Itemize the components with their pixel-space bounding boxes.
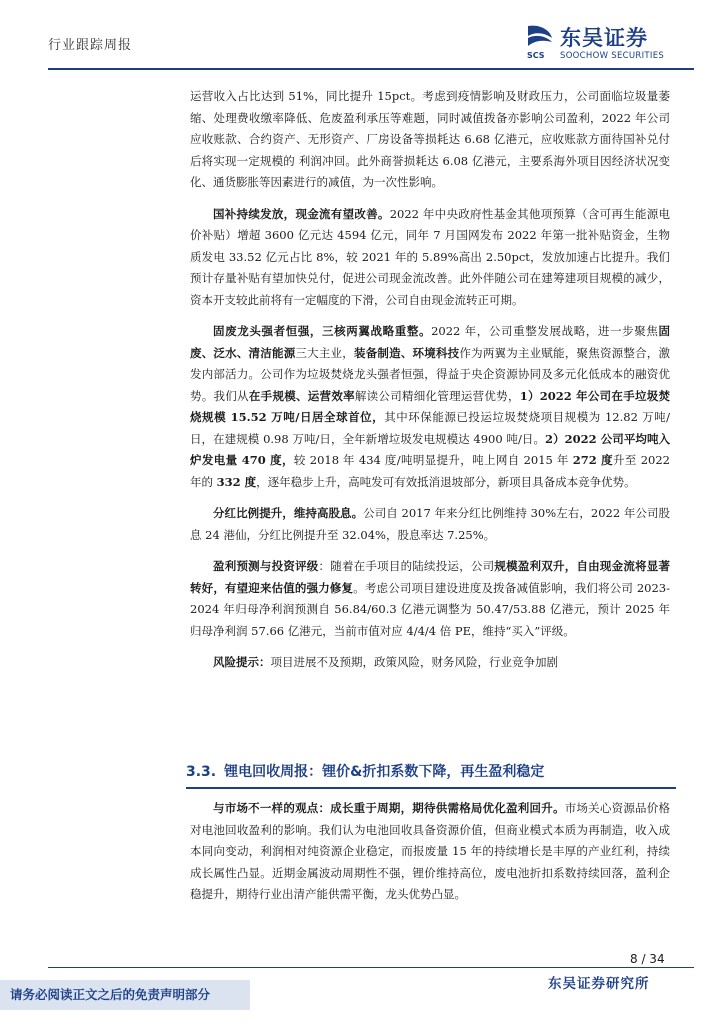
institute-name: 东吴证券研究所 — [548, 976, 650, 992]
bold-text-run: 风险提示： — [213, 655, 271, 669]
text-run: 解读公司精细化管理运营优势， — [354, 388, 520, 403]
text-run: 其中环保能源已投运垃圾焚烧项目规模为 12.82 万吨/日，在建规模 0.98 万吨/日，全年新增垃圾发电规模达 4900 吨/日。 — [190, 410, 671, 446]
bold-text-run: 在手规模、运营效率 — [248, 388, 355, 403]
text-run: ，逐年稳步上升，高吨发可有效抵消退坡部分，新项目具备成本竞争优势。 — [256, 474, 636, 489]
company-logo — [526, 22, 696, 66]
text-run: ：随着在手项目的陆续投运，公司 — [318, 559, 495, 573]
text-run: 三大主业， — [295, 345, 354, 360]
logo-mark-icon — [526, 24, 554, 60]
bold-text-run: 国补持续发放，现金流有望改善。 — [213, 206, 390, 221]
bold-text-run: 固废龙头强者恒强，三核两翼战略重整。 — [213, 324, 432, 338]
bold-text-run: 1）2022 年公司在手垃圾焚烧规模 15.52 万吨/日居全球首位， — [190, 388, 671, 424]
section-heading — [186, 757, 676, 789]
paragraph-leader-strategy — [190, 321, 670, 493]
footer-divider — [48, 967, 694, 968]
paragraph-revenue-impairment — [190, 86, 670, 194]
logo-chinese-name: 东吴证券 — [560, 26, 648, 50]
main-content — [190, 86, 670, 684]
bold-text-run: 与市场不一样的观点：成长重于周期，期待供需格局优化盈利回升。 — [213, 801, 565, 815]
paragraph-different-view — [190, 798, 670, 906]
text-run: 。考虑公司项目建设进度及拨备减值影响，我们将公司 2023-2024 年归母净利润预测自 56.84/60.3 亿港元调整为 50.47/53.88 亿港元，预计 2025 年归母净利润 57.66 亿港元，当前市值对应 4/4/4 倍 PE，维持“买入”评级。 — [190, 580, 671, 638]
bold-text-run: 规模盈利双升，自由现金流将显著转好，有望迎来估值的强力修复 — [190, 559, 671, 595]
report-type-label: 行业跟踪周报 — [48, 38, 133, 53]
page-number: 8 / 34 — [630, 952, 665, 966]
text-run: 2022 年中央政府性基金其他项预算（含可再生能源电价补贴）增超 3600 亿元达 4594 亿元，同年 7 月国网发布 2022 年第一批补贴资金，生物质发电 33.52 亿元占比 8%，较 2021 年的 5.89%高出 2.50pct，发放加速占比提升。我们预计存量补贴有望加快兑付，促进公司现金流改善。此外伴随公司在建筹建项目规模的减少，资本开支较此前将有一定幅度的下滑，公司自由现金流转正可期。 — [190, 206, 671, 307]
bold-text-run: 固废、泛水、清洁能源 — [190, 324, 671, 360]
bold-text-run: 272 度 — [572, 453, 613, 467]
paragraph-risk — [190, 652, 670, 674]
bold-text-run: 装备制造、环境科技 — [353, 345, 460, 360]
header-divider — [48, 68, 694, 70]
text-run: 较 2018 年 434 度/吨明显提升，吨上网自 2015 年 — [293, 453, 573, 467]
logo-english-name: SOOCHOW SECURITIES — [560, 51, 665, 61]
paragraph-subsidy-cashflow — [190, 204, 670, 312]
disclaimer-notice: 请务必阅读正文之后的免责声明部分 — [0, 980, 250, 1010]
bold-text-run: 分红比例提升，维持高股息。 — [213, 506, 364, 520]
section-number: 3.3. — [186, 764, 217, 780]
logo-mark-text: SCS — [527, 51, 545, 60]
section-title-text: 锂电回收周报：锂价&折扣系数下降，再生盈利稳定 — [224, 764, 545, 780]
text-run: 升至 2022 年的 — [190, 453, 671, 489]
text-run: 项目进展不及预期，政策风险，财务风险，行业竞争加剧 — [270, 655, 558, 669]
text-run: 运营收入占比达到 51%，同比提升 15pct。考虑到疫情影响及财政压力，公司面临垃圾量萎缩、处理费收缴率降低、危废盈利承压等难题，同时减值拨备亦影响公司盈利，2022 年公司应收账款、合约资产、无形资产、厂房设备等损耗达 6.68 亿港元，应收账款方面待国补兑付后将实现一定规模的 利润冲回。此外商誉损耗达 6.08 亿港元，主要系海外项目因经济状况变化、通货膨胀等因素进行的减值，为一次性影响。 — [190, 89, 670, 189]
paragraph-dividend — [190, 503, 670, 546]
bold-text-run: 盈利预测与投资评级 — [213, 559, 319, 573]
bold-text-run: 332 度 — [216, 474, 257, 489]
text-run: 作为两翼为主业赋能，聚焦资源整合，激发内部活力。公司作为垃圾焚烧龙头强者恒强，得益于央企资源协同及多元化低成本的融资优势。我们从 — [190, 345, 671, 403]
paragraph-forecast-rating — [190, 556, 670, 642]
section-content — [190, 798, 670, 916]
text-run: 2022 年，公司重整发展战略，进一步聚焦 — [431, 324, 659, 338]
text-run: 市场关心资源品价格对电池回收盈利的影响。我们认为电池回收具备资源价值，但商业模式本质为再制造，收入成本同向变动，利润相对纯资源企业稳定，而报废量 15 年的持续增长是丰厚的产业红利，持续成长属性凸显。近期金属波动周期性不强，锂价维持高位，废电池折扣系数持续回落，盈利企稳提升，期待行业出清产能供需平衡，龙头优势凸显。 — [190, 801, 671, 901]
bold-text-run: 2）2022 公司平均吨入炉发电量 470 度， — [190, 431, 670, 467]
text-run: 公司自 2017 年来分红比例维持 30%左右，2022 年公司股息 24 港仙，分红比例提升至 32.04%，股息率达 7.25%。 — [190, 506, 671, 542]
